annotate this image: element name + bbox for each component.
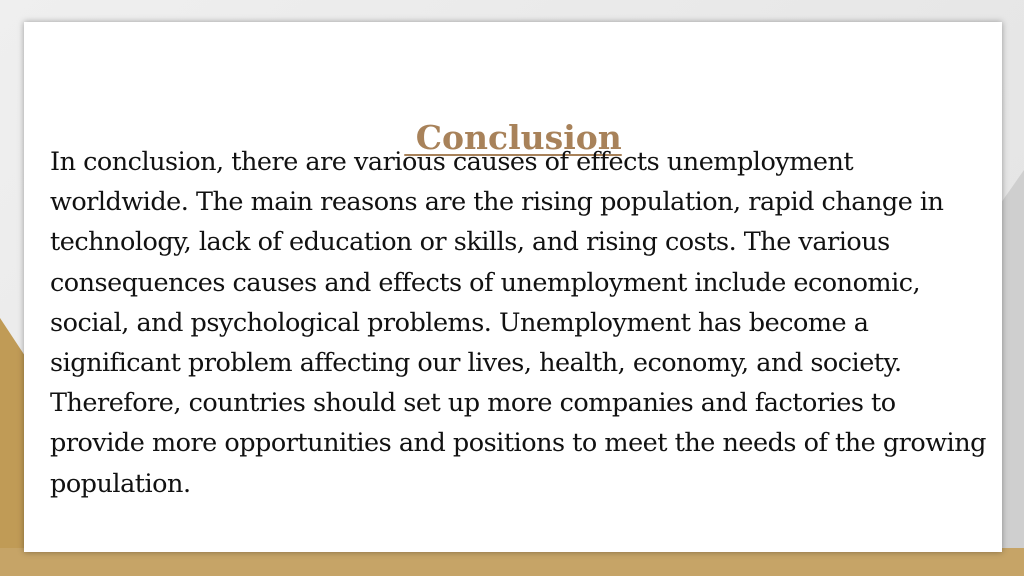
slide-card	[24, 22, 1002, 552]
slide-title: Conclusion	[404, 118, 622, 158]
slide-body-text: In conclusion, there are various causes of effects unemployment worldwide. The main reasons are the rising population, rapid change in technology, lack of education or skills, and rising costs. The various consequences causes and effects of unemployment include economic, social, and psychological problems. Unemployment has become a significant problem affecting our lives, health, economy, and society. Therefore, countries should set up more companies and factories to provide more opportunities and positions to meet the needs of the growing population.	[50, 147, 986, 499]
